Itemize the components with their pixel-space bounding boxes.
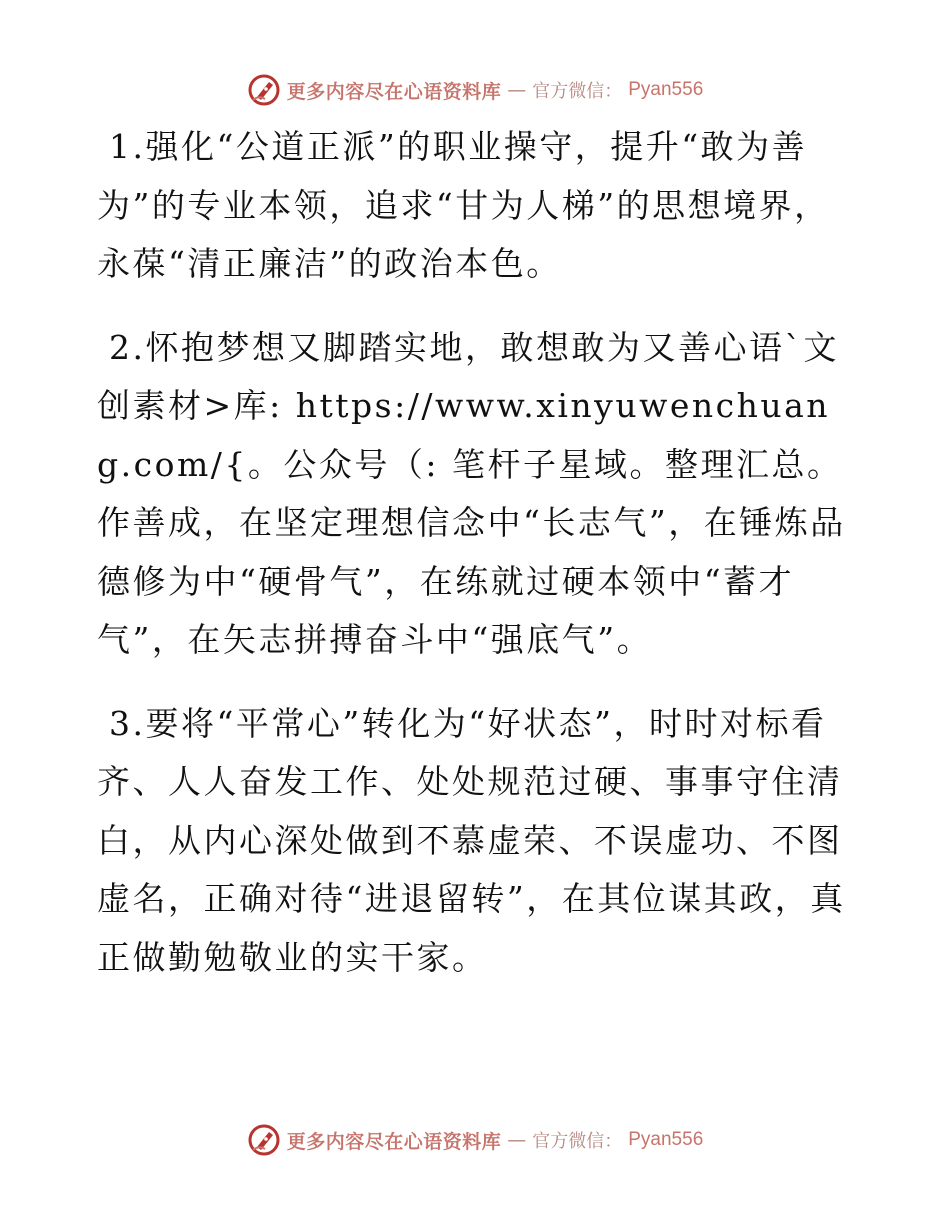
footer-watermark <box>0 1120 950 1160</box>
watermark-wechat-id: Pyan556 <box>628 79 704 100</box>
watermark-label: 官方微信： <box>532 1131 623 1152</box>
paragraph-2: 2.怀抱梦想又脚踏实地，敢想敢为又善心语`文创素材>库: https://www.xinyuwenchuang.com/{。公众号（: 笔杆子星域。整理汇总。作善成，在坚定理想信念中“长志气”，在锤炼品德修为中“硬骨气”，在练就过硬本领中“蓄才气”，在矢志拼搏奋斗中“强底气”。 <box>97 327 846 659</box>
watermark-dash: — <box>507 1129 527 1151</box>
header-watermark <box>0 70 950 110</box>
watermark-dash: — <box>507 79 527 101</box>
document-body <box>97 118 857 1012</box>
paragraph-3: 3.要将“平常心”转化为“好状态”，时时对标看齐、人人奋发工作、处处规范过硬、事事守住清白，从内心深处做到不慕虚荣、不误虚功、不图虚名，正确对待“进退留转”，在其位谋其政，真正做勤勉敬业的实干家。 <box>97 703 846 977</box>
watermark-label: 官方微信： <box>532 81 623 102</box>
watermark-main-text: 更多内容尽在心语资料库 <box>286 80 502 103</box>
watermark-main-text: 更多内容尽在心语资料库 <box>286 1130 502 1153</box>
paragraph-1: 1.强化“公道正派”的职业操守，提升“敢为善为”的专业本领，追求“甘为人梯”的思想境界，永葆“清正廉洁”的政治本色。 <box>97 127 830 283</box>
pen-nib-logo-icon <box>247 73 281 107</box>
watermark-wechat-id: Pyan556 <box>628 1129 704 1150</box>
pen-nib-logo-icon <box>247 1123 281 1157</box>
